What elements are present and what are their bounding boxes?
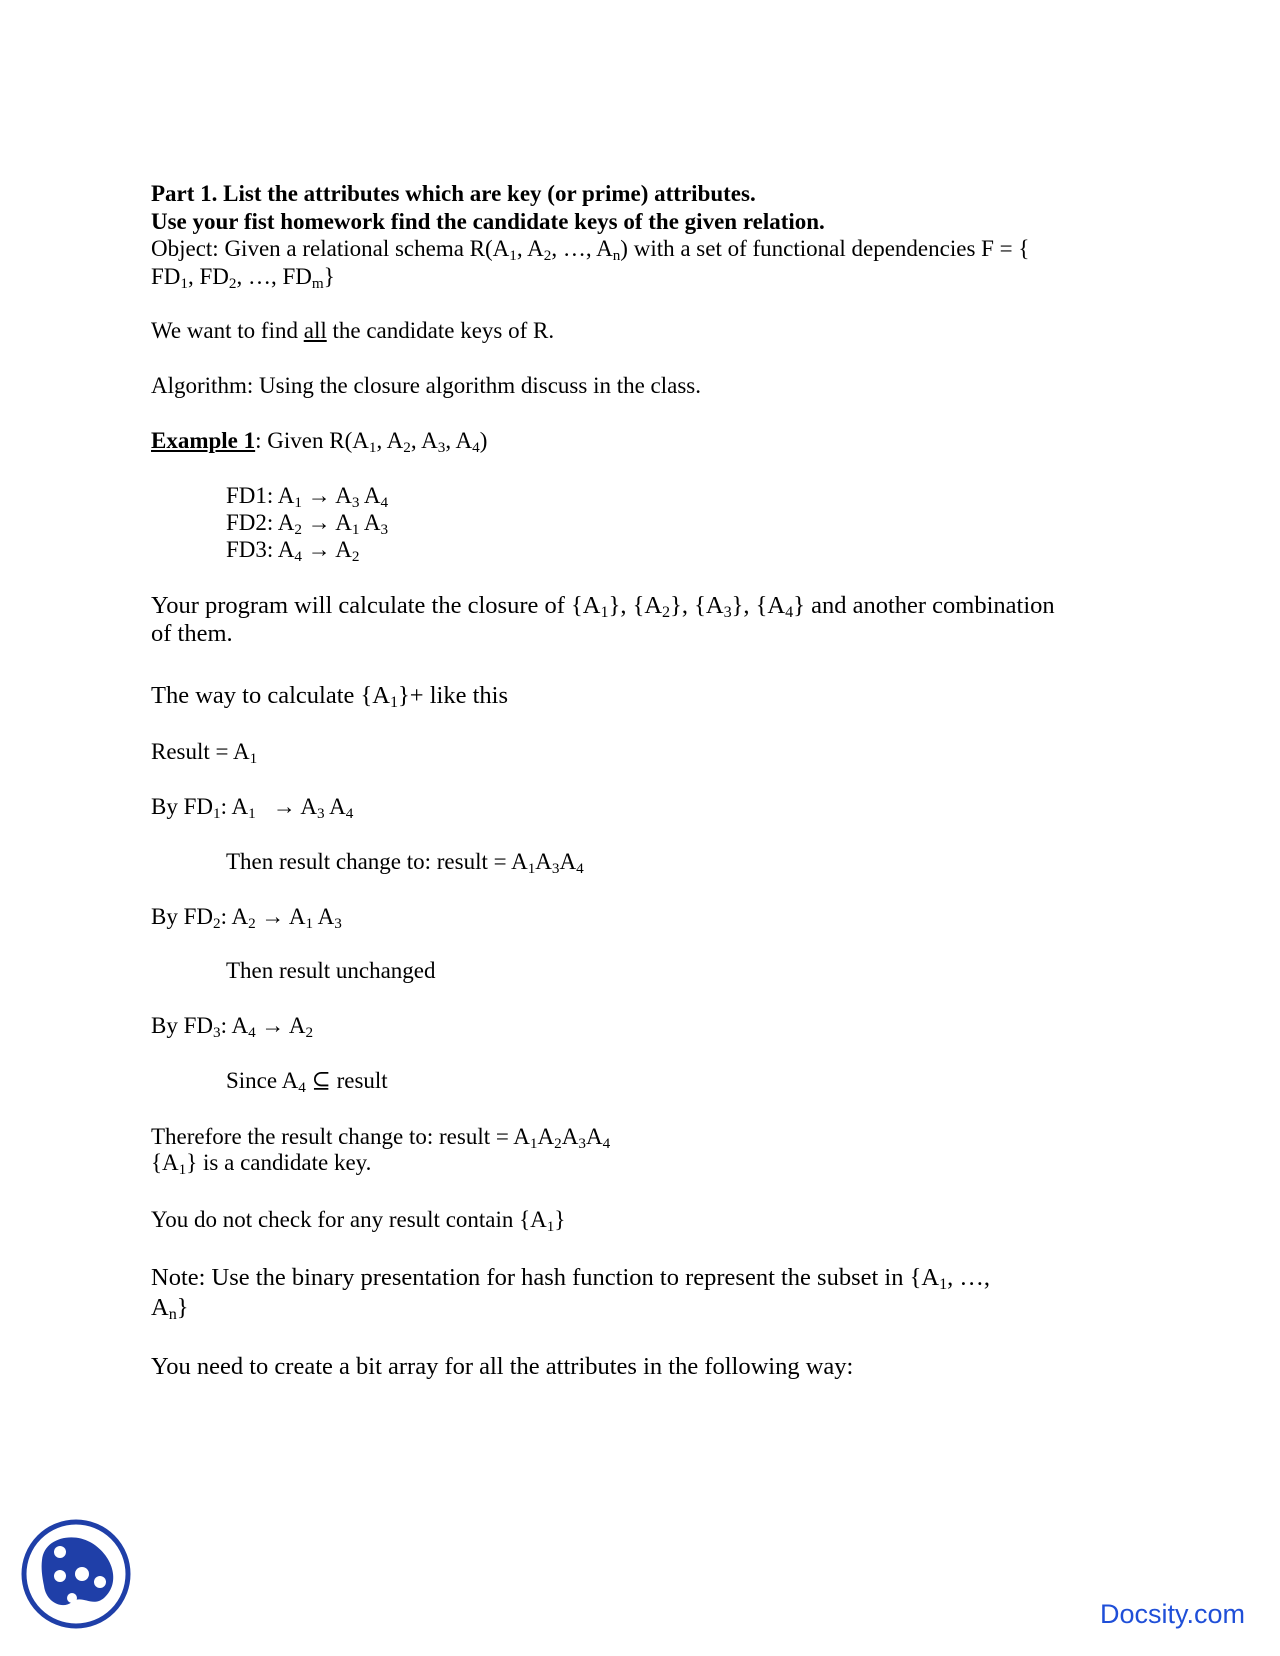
step-2-line: By $FD_2$: $A_2 \to A_1$ $A_3$	[151, 904, 342, 932]
docsity-logo-icon	[20, 1518, 132, 1630]
arrow-icon: →	[261, 904, 285, 929]
step-2-result: Then result unchanged	[226, 958, 436, 983]
program-line-2: of them.	[151, 620, 233, 647]
program-line-1: Your program will calculate the closure of $\{A_1\}$, $\{A_2\}$, $\{A_3\}$, $\{A_4\}$ and another combination	[151, 592, 1055, 622]
fd-line-3: FD3: $A_4 \to A_2$	[226, 537, 360, 565]
no-check-line: You do not check for any result contain $\{A_1\}$	[151, 1207, 566, 1235]
way-line: The way to calculate $\{A_1\}+$ like this	[151, 682, 509, 712]
arrow-icon: →	[261, 1013, 285, 1038]
object-line-1: Object: Given a relational schema $R(A_1$, $A_2$, …, $A_n$) with a set of functional dependencies F = {	[151, 236, 1030, 264]
arrow-icon: →	[307, 483, 331, 508]
candidate-key-line: $\{A_1\}$ is a candidate key.	[151, 1150, 372, 1178]
step-3-line: By $FD_3$: $A_4 \to A_2$	[151, 1013, 314, 1041]
want-line: We want to find all the candidate keys of R.	[151, 318, 555, 343]
step-1-line: By $FD_1$: $A_1$ → $A_3$ $A_4$	[151, 794, 354, 822]
step-3-result: Since $A_4$ ⊆ result	[226, 1068, 388, 1096]
arrow-icon: →	[307, 510, 331, 535]
object-line-2: $FD_1$, $FD_2$, …, $FD_m$}	[151, 264, 335, 292]
heading-line-1: Part 1. List the attributes which are key (or prime) attributes.	[151, 181, 756, 206]
bit-array-line: You need to create a bit array for all the attributes in the following way:	[151, 1353, 854, 1380]
algorithm-line: Algorithm: Using the closure algorithm discuss in the class.	[151, 373, 702, 398]
docsity-brand-link[interactable]: Docsity.com	[1100, 1599, 1246, 1629]
arrow-icon: →	[307, 537, 331, 562]
arrow-icon: →	[272, 794, 296, 819]
example-label: Example 1	[151, 428, 256, 453]
result-line: Result = $A_1$	[151, 739, 258, 767]
fd-line-1: FD1: $A_1 \to A_3$ $A_4$	[226, 483, 389, 511]
heading-line-2: Use your fist homework find the candidate keys of the given relation.	[151, 209, 825, 234]
subset-icon: ⊆	[311, 1068, 331, 1093]
note-line-1: Note: Use the binary presentation for hash function to represent the subset in {$A_1$, …,	[151, 1264, 991, 1294]
therefore-line: Therefore the result change to: result = $A_1A_2A_3A_4$	[151, 1124, 611, 1152]
note-line-2: $A_n$}	[151, 1294, 189, 1324]
example-line: Example 1: Given $R(A_1$, $A_2$, $A_3$, $A_4$)	[151, 428, 488, 456]
fd-line-2: FD2: $A_2 \to A_1$ $A_3$	[226, 510, 389, 538]
step-1-result: Then result change to: result = $A_1A_3A_4$	[226, 849, 584, 877]
